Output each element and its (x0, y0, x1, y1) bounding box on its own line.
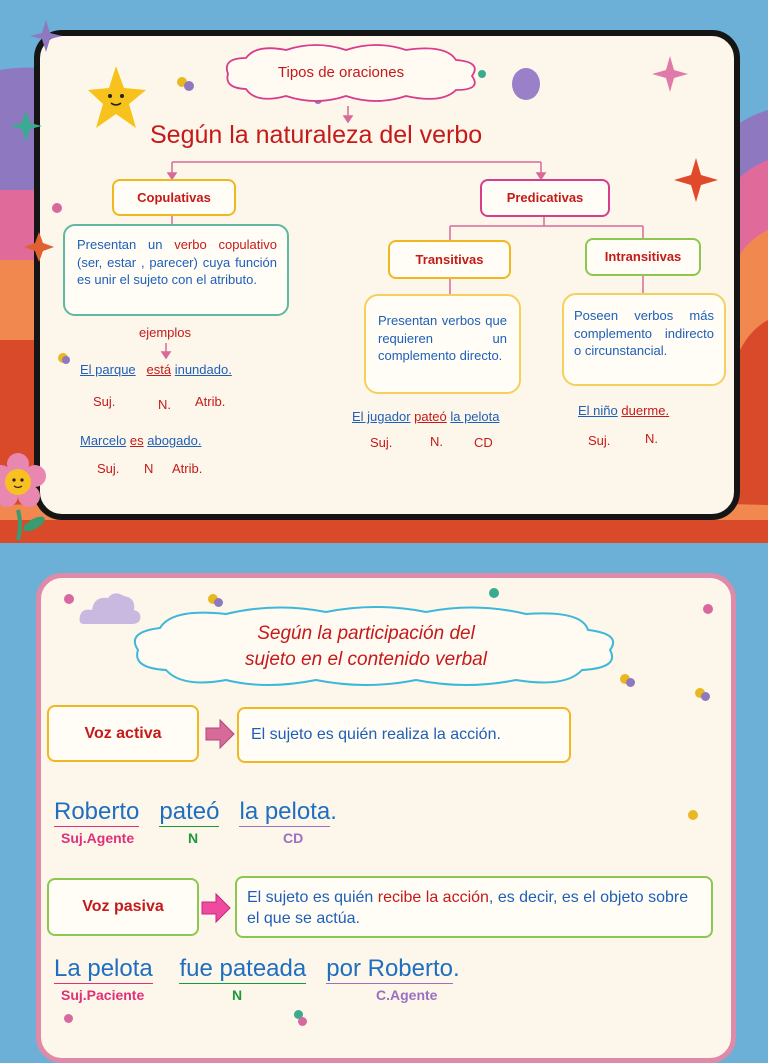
tag-attribute: Atrib. (172, 461, 203, 476)
desc-text: (ser, estar , parecer) cuya función es unir el sujeto con el atributo. (77, 254, 277, 287)
passive-example-sentence (54, 955, 460, 983)
voz-pasiva-description (235, 876, 713, 938)
example-attribute: inundado. (174, 362, 232, 377)
ejemplos-label: ejemplos (139, 325, 192, 340)
tag-subject: Suj. (370, 435, 393, 450)
example-object: la pelota (239, 798, 331, 825)
intransitivas-example (578, 403, 669, 418)
dot-decoration (64, 1014, 73, 1023)
dot-decoration (489, 588, 499, 598)
tag-nucleus: N. (430, 434, 443, 449)
active-example-sentence (54, 798, 337, 826)
example-verb: pateó (414, 409, 447, 424)
cloud-title: Tipos de oraciones (277, 64, 405, 81)
tag-nucleus: N (144, 461, 154, 476)
heading-line-1: Según la participación del (257, 623, 475, 644)
tag-agent-subject: Suj.Agente (61, 830, 135, 846)
dot-decoration (64, 594, 74, 604)
tag-attribute: Atrib. (195, 394, 226, 409)
tag-nucleus: N (188, 830, 199, 846)
example-sentence-1 (80, 362, 232, 377)
example-period: . (453, 955, 460, 982)
transitivas-description: Presentan verbos que requieren un complemento directo. (364, 294, 521, 394)
example-object: la pelota (450, 409, 500, 424)
desc-highlight: verbo copulativo (174, 237, 277, 252)
example-subject: Roberto (54, 798, 140, 825)
desc-highlight: recibe la acción (377, 889, 489, 906)
example-subject: El niño (578, 403, 618, 418)
example-verb: pateó (159, 798, 220, 825)
predicativas-box: Predicativas (480, 179, 610, 217)
tag-subject: Suj. (97, 461, 120, 476)
dot-decoration (701, 692, 710, 701)
transitivas-box: Transitivas (388, 240, 511, 279)
tag-nucleus: N (232, 987, 243, 1003)
section-heading: Según la naturaleza del verbo (150, 121, 483, 149)
example-sentence-2 (80, 433, 201, 448)
example-subject: El jugador (352, 409, 411, 424)
example-subject: La pelota (54, 955, 153, 982)
tag-nucleus: N. (158, 397, 171, 412)
example-agent: por Roberto (326, 955, 453, 982)
voz-activa-description: El sujeto es quién realiza la acción. (237, 707, 571, 763)
transitivas-example (352, 409, 500, 424)
heading-line-2: sujeto en el contenido verbal (245, 649, 487, 670)
example-verb: es (129, 433, 144, 448)
desc-text: , es decir, es el objeto sobre el que se actúa. (247, 889, 689, 927)
example-subject: Marcelo (80, 433, 127, 448)
tag-nucleus: N. (645, 431, 658, 446)
example-verb: está (146, 362, 172, 377)
example-verb: fue pateada (179, 955, 307, 982)
tag-direct-object: CD (474, 435, 493, 450)
copulativas-description (63, 224, 289, 316)
desc-text: Presentan un (77, 237, 175, 252)
intransitivas-description: Poseen verbos más complemento indirecto o circunstancial. (562, 293, 726, 386)
copulativas-box: Copulativas (112, 179, 236, 216)
desc-text: El sujeto es quién (247, 889, 378, 906)
example-verb: duerme. (621, 403, 670, 418)
tag-subject: Suj. (588, 433, 611, 448)
arrow-right-icon (206, 720, 234, 748)
example-subject: El parque (80, 362, 136, 377)
dot-decoration (688, 810, 698, 820)
section-heading-2 (166, 621, 566, 673)
tag-patient-subject: Suj.Paciente (61, 987, 145, 1003)
dot-decoration (626, 678, 635, 687)
dot-decoration (703, 604, 713, 614)
tag-direct-object: CD (283, 830, 304, 846)
dot-decoration (298, 1017, 307, 1026)
intransitivas-box: Intransitivas (585, 238, 701, 276)
voz-activa-box: Voz activa (47, 705, 199, 762)
example-attribute: abogado. (147, 433, 202, 448)
tag-subject: Suj. (93, 394, 116, 409)
arrow-right-icon (202, 894, 230, 922)
example-period: . (330, 798, 337, 825)
tag-agent-complement: C.Agente (376, 987, 438, 1003)
voz-pasiva-box: Voz pasiva (47, 878, 199, 936)
